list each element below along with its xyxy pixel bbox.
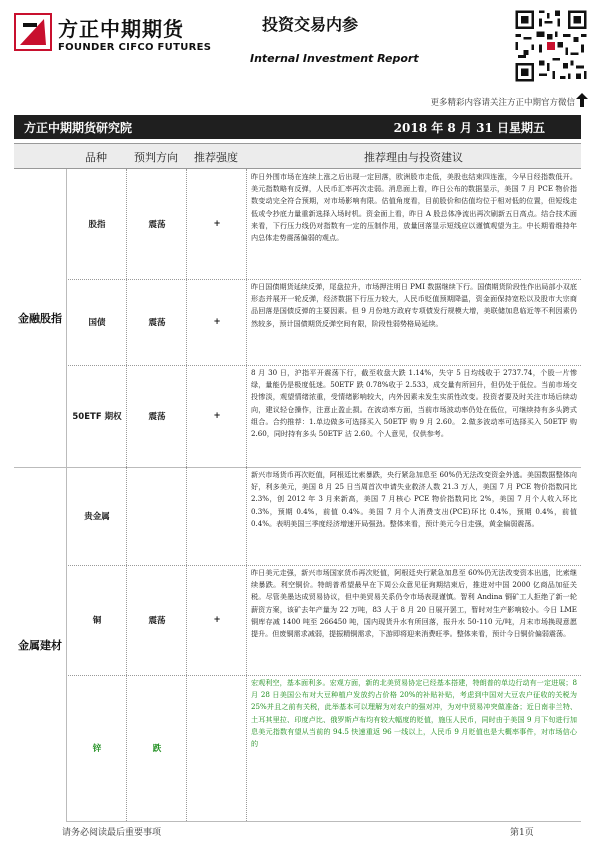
recommendation-table bbox=[14, 143, 581, 754]
direction-cell: 震荡 bbox=[126, 365, 187, 467]
header-reason: 推荐理由与投资建议 bbox=[364, 151, 463, 164]
reason-cell: 昨日外围市场在连续上涨之后出现一定回落，欧洲股市走低，美股也结束四连涨，今早日经指数低开。美元指数略有反弹，人民币汇率再次走弱。消息面上看，昨日公布的数据显示，美国 7 月 PCE 物价指数变动完全符合预期，对市场影响有限。估值角度看，目前股价和估值均位于相对低的位置，但短线走低或令抄底力量重新选择入场时机。资金面上看，昨日 A 股总体净流出再次刷新五日高点。结合技术面来看，下行压力线仍对指数有一定的压制作用，放量回落显示短线应以谨慎观望为主。中长期看维持年内总体走势震荡偏弱的观点。 bbox=[246, 169, 581, 279]
direction-cell: 震荡 bbox=[126, 279, 187, 365]
variety-cell: 铜 bbox=[66, 565, 127, 675]
direction-cell: 震荡 bbox=[126, 565, 187, 675]
direction-cell bbox=[126, 467, 187, 565]
table-row-precious-metals bbox=[66, 467, 581, 566]
reason-cell: 昨日国债期货延续反弹，尾盘拉升，市场押注明日 PMI 数据继续下行。国债期货阶段性作出局部小双底形态并展开一轮反弹，经济数据下行压力较大，人民币贬值预期降温，资金面保持宽松以及股市大宗商品回落是国债反弹的主要因素。但 9 月份地方政府专项债发行规模大增，美联储加息临近等不利因素仍然较多，预计国债期货反弹空间有限，阶段性弱势格局延续。 bbox=[246, 279, 581, 365]
category-metals-building: 金属建材 bbox=[18, 638, 62, 652]
logo-chinese-name: 方正中期期货 bbox=[58, 17, 184, 41]
table-row-zinc bbox=[66, 675, 581, 822]
footer-notice: 请务必阅读最后重要事项 bbox=[62, 828, 162, 838]
table-row-stock-index bbox=[66, 169, 581, 280]
logo-english-name: FOUNDER CIFCO FUTURES bbox=[58, 42, 212, 53]
strength-cell bbox=[186, 675, 247, 821]
direction-cell: 震荡 bbox=[126, 169, 187, 279]
page-number: 第1页 bbox=[510, 828, 534, 838]
variety-cell: 股指 bbox=[66, 169, 127, 279]
report-subtitle: Internal Investment Report bbox=[250, 52, 419, 65]
variety-cell: 贵金属 bbox=[66, 467, 127, 565]
table-row-50etf-option bbox=[66, 365, 581, 468]
report-date: 2018 年 8 月 31 日星期五 bbox=[393, 121, 545, 135]
variety-cell: 国债 bbox=[66, 279, 127, 365]
logo-mark-icon bbox=[14, 13, 52, 51]
table-row-copper bbox=[66, 565, 581, 676]
strength-cell: + bbox=[186, 565, 247, 675]
direction-cell: 跌 bbox=[126, 675, 187, 821]
table-row-treasury-bond bbox=[66, 279, 581, 366]
qr-code-icon[interactable] bbox=[513, 8, 589, 84]
reason-cell: 昨日美元走强，新兴市场国家货币再次贬值，阿根廷央行紧急加息至 60%仍无法改变资本出逃，比索继续暴跌。利空铜价。特朗普希望最早在下周公众意见征询期结束后，推进对中国 2000 亿商品加征关税。尽管美墨达成贸易协议，但中美贸易关系仍令市场表现谨慎。智利 Andina 铜矿工人拒绝了新一轮薪资方案，该矿去年产量为 22 万吨，83 人于 8 月 20 日展开罢工，暂时对生产影响较小。今日 LME 铜库存减 1400 吨至 266450 吨，国内现货升水有所回落，报升水 50-110 元/吨，月末市场换现意愿提升。但废铜需求减弱，提振精铜需求，下游即将迎来消费旺季。整体来看，预计今日铜价偏弱震荡。 bbox=[246, 565, 581, 675]
reason-cell: 8 月 30 日，沪指平开震荡下行，截至收盘大跌 1.14%，失守 5 日均线收于 2737.74，个股一片惨绿，量能仍是极度低迷。50ETF 跌 0.78%收于 2.533，成交量有所回升，但仍处于低位。当前市场交投惨淡，观望情绪浓重，受情绪影响较大，内外因素未发生实质性改变。投资者要及时关注市场后续动向，建议轻仓操作，注意止盈止损。在波动率方面，当前市场波动率仍处在低位，可继续持有多头跨式组合。合约推荐：1.单边做多可选择买入 50ETF 购 9 月 2.60。 2.做多波动率可选择买入 50ETF 购 2.60，同时持有多头 50ETF 沽 2.60。个人意见，仅供参考。 bbox=[246, 365, 581, 467]
variety-cell: 50ETF 期权 bbox=[66, 365, 127, 467]
category-financial-index: 金融股指 bbox=[14, 169, 66, 468]
strength-cell bbox=[186, 467, 247, 565]
reason-cell: 新兴市场货币再次贬值，阿根廷比索暴跌，央行紧急加息至 60%仍无法改变资金外逃。美国数据整体向好，利多美元，美国 8 月 25 日当周首次申请失业救济人数 21.3 万人，美国 7 月 PCE 物价指数同比 2.3%，创 2012 年 3 月来新高，美国 7 月核心 PCE 物价指数同比 2%，美国 7 月个人收入环比 0.3%，预期 0.4%，前值 0.4%。美国 7 月个人消费支出(PCE)环比 0.4%，预期 0.4%，前值 0.4%。表明美国三季度经济增速开局强劲。整体来看，预计美元今日走强，黄金偏弱震荡。 bbox=[246, 467, 581, 565]
arrow-up-icon bbox=[576, 93, 588, 107]
header-strength: 推荐强度 bbox=[194, 151, 238, 164]
table-header bbox=[14, 143, 581, 169]
strength-cell: + bbox=[186, 365, 247, 467]
institute-name: 方正中期期货研究院 bbox=[24, 121, 133, 135]
variety-cell: 锌 bbox=[66, 675, 127, 821]
reason-cell: 宏观利空，基本面利多。宏观方面，新的北美贸易协定已经基本搭建，特朗普的单边行动有一定进展；8 月 28 日美国公布对大豆种植户发放约占价格 20%的补贴补贴，考虑到中国对大豆农户征收的关税为 25%并且之前有关税，此举基本可以理解为对农户的强对冲，为对中贸易冲突做准备；近日南非兰特、土耳其里拉、印度卢比、俄罗斯卢布均有较大幅度的贬值，施压人民币，同时由于美国 9 月下旬进行加息美元指数有望从当前的 94.5 快速重返 96 一线以上，人民币 9 月贬值也是大概率事件，对市场信心的 bbox=[246, 675, 581, 821]
report-title: 投资交易内参 bbox=[262, 15, 359, 34]
header-variety: 品种 bbox=[85, 151, 107, 164]
header-direction: 预判方向 bbox=[134, 151, 178, 164]
follow-wechat-text[interactable]: 更多精彩内容请关注方正中期官方微信 bbox=[430, 98, 575, 108]
strength-cell: + bbox=[186, 279, 247, 365]
institute-band bbox=[14, 115, 581, 139]
company-logo bbox=[14, 10, 224, 62]
strength-cell: + bbox=[186, 169, 247, 279]
